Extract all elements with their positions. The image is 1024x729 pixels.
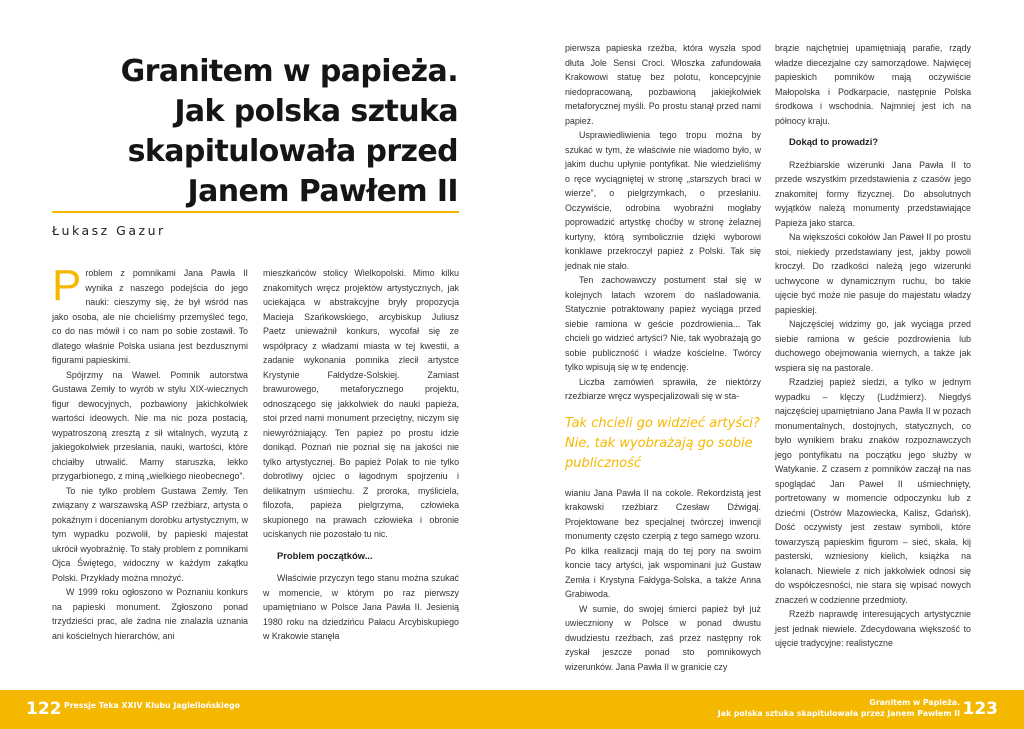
paragraph: Właściwie przyczyn tego stanu można szukać w momencie, w którym po raz pierwszy upamiętniano w Polsce Jana Pawła II. Jesienią 1980 roku na dziedzińcu Pałacu Arcybiskupiego w Krakowie stanęła [263, 573, 459, 641]
title-line: Granitem w papieża. [120, 54, 458, 89]
text-column-2 [263, 266, 459, 644]
paragraph: Usprawiedliwienia tego tropu można by szukać w tym, że właściwie nie wiadomo było, w jakim duchu upłynie pontyfikat. Nie wiedzieliśmy o ręce wyciągniętej w stronę „starszych braci w wierze”, o pielgrzymkach, o przesłaniu. Oczywiście, odrobina wyobraźni mogłaby poprowadzić artystkę choćby w stronę żelaznej kurtyny, którą symbolicznie dzięki wyborowi konklawe przekroczył papież z Polski. Tak się jednak nie stało. [565, 130, 761, 271]
title-line: Jak polska sztuka [174, 94, 458, 129]
running-footer-right [718, 697, 960, 719]
paragraph: Problem z pomnikami Jana Pawła II wynika z naszego podejścia do jego nauki: cieszymy się, że był wśród nas jako osoba, ale nie chcieliśmy przemyśleć tego, co do nas mówił i co nam po sobie zostawił. To dlatego właśnie Polska usiana jest bezdusznymi figurami papieskimi. [52, 261, 248, 365]
running-footer-left: Pressje Teka XXIV Klubu Jagiellońskiego [64, 701, 241, 710]
author-name: Łukasz Gazur [52, 223, 166, 238]
paragraph: Liczba zamówień sprawiła, że niektórzy rzeźbiarze wręcz wyspecjalizowali się w sta- [565, 376, 761, 401]
section-heading: Problem początków... [277, 549, 373, 561]
page-number-left: 122 [26, 699, 62, 719]
paragraph: brązie najchętniej upamiętniają parafie, rządy władze diecezjalne czy samorządowe. Najwięcej papieskich pomników mają oczywiście Małopolska i Podkarpacie, następnie Polska środkowa i wschodnia. Najmniej jest ich na północy kraju. [775, 43, 971, 126]
article-title [40, 52, 458, 212]
paragraph: To nie tylko problem Gustawa Zemły. Ten związany z warszawską ASP rzeźbiarz, artysta o pokaźnym i docenianym dorobku artystycznym, w tym wypadku pozwolił, by papieski majestat ukrócił wyobraźnię. To stały problem z pomnikami Ojca Świętego, widoczny w każdym zakątku Polski. Przykłady można mnożyć. [52, 485, 248, 583]
paragraph: Rzeźbiarskie wizerunki Jana Pawła II to przede wszystkim przedstawienia z czasów jego znakomitej formy fizycznej. Do absolutnych wyjątków należą monumenty przedstawiające Papieża jako starca. [775, 159, 971, 228]
footer-line: Jak polska sztuka skapitulowała przez Janem Pawłem II [717, 709, 960, 718]
text-column-4 [775, 41, 971, 651]
paragraph: Spójrzmy na Wawel. Pomnik autorstwa Gustawa Zemły to wyrób w stylu XIX-wiecznych figur dewocyjnych, pozbawiony jakichkolwiek wartości ideowych. Nie ma nic poza postacią, wypatroszoną zresztą z sił witalnych, wyzutą z jakiegokolwiek przesłania, nauki, wartości, które chciałby utrwalić. Mamy staruszka, lekko przygarbionego, z miną „wielkiego nieobecnego”. [52, 369, 248, 481]
paragraph: Ten zachowawczy postument stał się w kolejnych latach wzorem do naśladowania. Statycznie potraktowany papież wyciąga przed siebie ramiona w geście pozdrowienia... Tak chcieli go widzieć artyści? Nie, tak wyobrażają go sobie publiczność i władze kościelne. Twórcy tylko wpisują się w tę endencję. [565, 275, 761, 372]
footer-line: Granitem w Papieża. [869, 698, 960, 707]
paragraph: pierwsza papieska rzeźba, która wyszła spod dłuta Jole Sensi Croci. Włoszka zafundowała Krakowowi statuę bez polotu, koncepcyjnie niedopracowaną, pozbawioną jakiejkolwiek metaforycznej myśli. Po prostu stanął przed nami papież. [565, 43, 761, 126]
drop-cap: P [52, 261, 82, 310]
section-heading: Dokąd to prowadzi? [789, 136, 879, 147]
title-line: skapitulowała przed [127, 134, 458, 169]
paragraph: Na większości cokołów Jan Paweł II po prostu stoi, niekiedy przedstawiany jest, jakby powoli kroczył. Do rzadkości należą jego wizerunki uchwycone w dynamicznym ruchu, bo takie ujęcie być może nie pasuje do majestatu władzy papieskiej. [775, 232, 971, 315]
paragraph: W sumie, do swojej śmierci papież był już uwieczniony w Polsce w ponad dwustu dwudziestu rzeźbach, zaś przez następny rok zyskał jeszcze ponad sto pomnikowych wizerunków. Jana Pawła II w granicie czy [565, 603, 761, 672]
paragraph: Rzadziej papież siedzi, a tylko w jednym wypadku – klęczy (Ludźmierz). Niegdyś najczęściej upamiętniano Jana Pawła II w pozach monumentalnych, dostojnych, statycznych, co było wynikiem braku znaków rozpoznawczych jego pontyfikatu na początku jego służby w Watykanie. Z czasem z pomników zaczął na nas spoglądać Jan Paweł II uśmiechnięty, portretowany w momencie odpoczynku lub z dziećmi (Ostrów Mazowiecka, Kalisz, Gdańsk). Dość oczywisty jest zestaw symboli, które towarzyszą papieskim figurom – sieć, skała, kij pasterski, wzniesiony kielich, książka na kolanach. Niewiele z nich jakkolwiek odnosi się do współczesności, nie stara się wpisać nowych znaczeń w codzienne przedmioty. [775, 377, 971, 605]
page-number-right: 123 [962, 699, 998, 719]
text-column-1 [52, 261, 248, 643]
paragraph: wianiu Jana Pawła II na cokole. Rekordzistą jest krakowski rzeźbiarz Czesław Dźwigaj. Projektowane bez specjalnej twórczej inwencji monumenty często czerpią z tego samego wzoru. Po kilka realizacji mają do tej pory na swoim koncie tacy artyści, jak wspominani już Gustaw Zemła i Krystyna Fałdyga-Solska, a także Anna Grabiwoda. [565, 487, 761, 599]
paragraph: Rzeźb naprawdę interesujących artystycznie jest jednak niewiele. Zdecydowana większość to ujęcie tradycyjne: realistyczne [775, 609, 971, 648]
paragraph: Najczęściej widzimy go, jak wyciąga przed siebie ramiona w geście pozdrowienia lub duchowego obejmowania wiernych, a także jak wspiera się na pastorale. [775, 319, 971, 373]
paragraph: mieszkańców stolicy Wielkopolski. Mimo kilku znakomitych wręcz projektów artystycznych, jak uciekająca w abstrakcyjne bryły propozycja Macieja Szańkowskiego, arcybiskup Juliusz Paetz unieważnił konkurs, wycofał się ze współpracy z władzami miasta w tej kwestii, a zadanie wykonania pomnika zlecił artystce Krystynie Fałdydze-Solskiej. Zamiast brawurowego, metaforycznego projektu, odnoszącego się jakkolwiek do nauki papieża, stoi przed nami monument przeciętny, niczym się niewyróżniający. Ten papież po prostu idzie donikąd. Poznań nie poznał się na jakości nie tylko artystycznej. Bo papież Polak to nie tylko dobrotliwy ojciec o łagodnym spojrzeniu i delikatnym uśmiechu. Z proroka, myśliciela, filozofa, papieża pielgrzyma, człowieka skupionego na prawach człowieka i obronie uciskanych nie pozostało tu nic. [263, 268, 459, 539]
text-column-3 [565, 41, 761, 674]
title-line: Janem Pawłem II [187, 174, 458, 209]
title-divider [52, 211, 459, 213]
pull-quote: Tak chcieli go widzieć artyści? Nie, tak wyobrażają go sobie publiczność [565, 415, 760, 471]
paragraph: W 1999 roku ogłoszono w Poznaniu konkurs na papieski monument. Zgłoszono ponad trzydzieści prac, ale żadna nie znalazła uznania ani kościelnych hierarchów, ani [52, 587, 248, 641]
